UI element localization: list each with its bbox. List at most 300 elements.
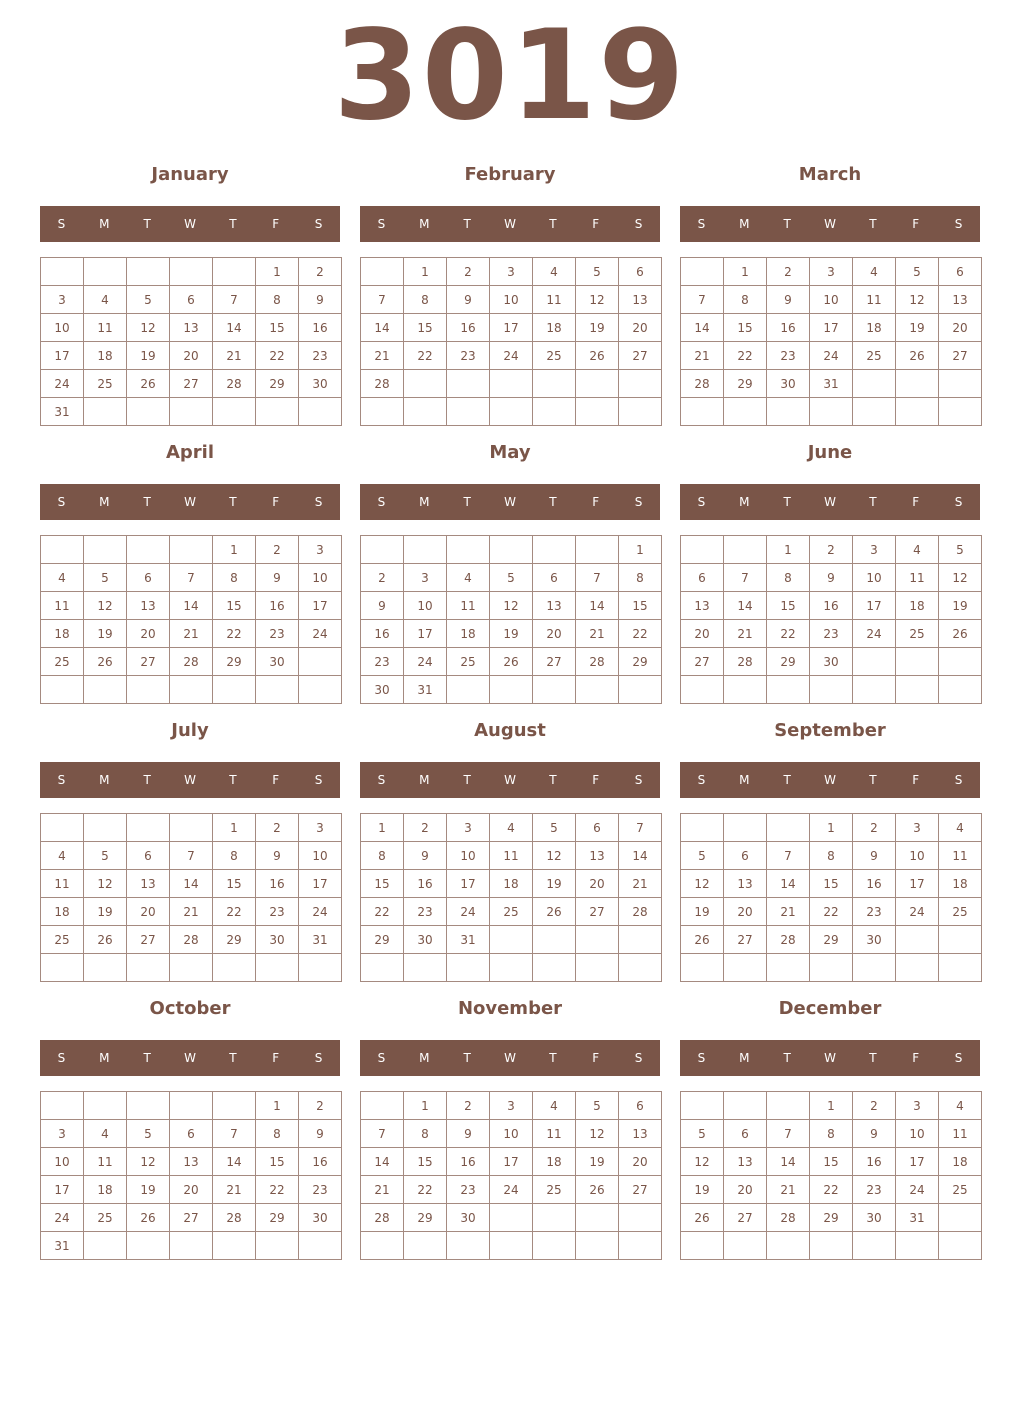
month-name: December <box>778 998 882 1019</box>
day-cell: 9 <box>853 842 896 870</box>
day-cell: 22 <box>361 898 404 926</box>
week-row <box>361 592 662 620</box>
day-cell: 28 <box>213 370 256 398</box>
day-cell: 28 <box>361 1204 404 1232</box>
day-cell: 19 <box>576 1148 619 1176</box>
day-cell <box>939 1232 982 1260</box>
day-cell: 15 <box>767 592 810 620</box>
weekday-label: M <box>419 773 430 787</box>
day-cell: 5 <box>127 1120 170 1148</box>
day-cell: 9 <box>767 286 810 314</box>
day-cell <box>490 536 533 564</box>
day-cell: 8 <box>619 564 662 592</box>
day-cell: 24 <box>896 1176 939 1204</box>
day-cell: 26 <box>84 926 127 954</box>
day-cell: 25 <box>939 898 982 926</box>
day-cell: 15 <box>213 592 256 620</box>
day-cell: 19 <box>84 898 127 926</box>
week-row <box>681 1092 982 1120</box>
day-cell: 17 <box>853 592 896 620</box>
day-cell: 16 <box>853 1148 896 1176</box>
week-row <box>41 592 342 620</box>
day-cell: 3 <box>404 564 447 592</box>
day-cell: 11 <box>490 842 533 870</box>
day-cell <box>170 676 213 704</box>
day-cell: 3 <box>853 536 896 564</box>
day-cell: 31 <box>299 926 342 954</box>
weekday-label: S <box>634 1051 643 1065</box>
weekday-label: T <box>549 217 557 231</box>
week-row <box>41 1120 342 1148</box>
day-cell: 30 <box>299 370 342 398</box>
day-cell: 19 <box>681 1176 724 1204</box>
week-row <box>681 648 982 676</box>
week-row <box>361 1092 662 1120</box>
weekday-label: F <box>912 1051 920 1065</box>
day-cell: 25 <box>447 648 490 676</box>
day-cell <box>853 648 896 676</box>
week-row <box>361 898 662 926</box>
day-cell: 6 <box>170 286 213 314</box>
day-cell: 30 <box>853 926 896 954</box>
day-cell: 2 <box>299 1092 342 1120</box>
day-cell: 26 <box>490 648 533 676</box>
day-cell: 14 <box>681 314 724 342</box>
day-cell: 1 <box>213 814 256 842</box>
day-cell: 22 <box>767 620 810 648</box>
day-cell <box>41 814 84 842</box>
weekday-label: T <box>463 773 471 787</box>
day-cell: 23 <box>299 1176 342 1204</box>
week-row <box>361 258 662 286</box>
week-row <box>681 398 982 426</box>
week-row <box>41 898 342 926</box>
weekday-label: T <box>229 217 237 231</box>
day-cell: 30 <box>404 926 447 954</box>
day-cell: 9 <box>447 286 490 314</box>
weekday-label: W <box>184 1051 196 1065</box>
week-row <box>681 258 982 286</box>
day-cell: 12 <box>490 592 533 620</box>
weekday-header <box>360 206 660 242</box>
day-cell <box>41 676 84 704</box>
day-cell <box>576 398 619 426</box>
day-grid <box>360 1091 662 1260</box>
week-row <box>41 258 342 286</box>
day-cell: 31 <box>41 398 84 426</box>
day-cell: 23 <box>767 342 810 370</box>
weekday-label: S <box>697 217 706 231</box>
day-cell: 17 <box>404 620 447 648</box>
weekday-label: S <box>314 1051 323 1065</box>
weekday-label: M <box>99 1051 110 1065</box>
day-cell: 13 <box>576 842 619 870</box>
day-cell: 7 <box>213 286 256 314</box>
day-cell: 22 <box>404 1176 447 1204</box>
week-row <box>361 286 662 314</box>
week-row <box>41 676 342 704</box>
day-cell: 10 <box>490 286 533 314</box>
day-cell: 13 <box>619 1120 662 1148</box>
day-cell: 24 <box>447 898 490 926</box>
day-cell <box>361 1232 404 1260</box>
day-cell: 11 <box>41 592 84 620</box>
day-cell: 7 <box>767 1120 810 1148</box>
day-cell: 8 <box>256 286 299 314</box>
day-cell: 13 <box>619 286 662 314</box>
day-cell: 31 <box>896 1204 939 1232</box>
day-cell: 18 <box>490 870 533 898</box>
weekday-label: S <box>57 495 66 509</box>
day-cell: 31 <box>404 676 447 704</box>
week-row <box>681 1148 982 1176</box>
day-grid <box>40 1091 342 1260</box>
day-cell: 4 <box>84 286 127 314</box>
day-cell <box>447 1232 490 1260</box>
day-cell: 2 <box>256 814 299 842</box>
day-cell: 16 <box>256 592 299 620</box>
weekday-label: F <box>272 773 280 787</box>
day-cell: 17 <box>810 314 853 342</box>
day-cell: 8 <box>213 564 256 592</box>
day-cell: 1 <box>256 1092 299 1120</box>
day-cell <box>939 926 982 954</box>
day-cell: 24 <box>41 1204 84 1232</box>
day-cell <box>724 954 767 982</box>
week-row <box>681 564 982 592</box>
day-cell: 29 <box>256 1204 299 1232</box>
day-cell <box>724 1232 767 1260</box>
week-row <box>361 1176 662 1204</box>
day-cell: 19 <box>939 592 982 620</box>
day-cell: 17 <box>490 314 533 342</box>
day-cell: 20 <box>127 620 170 648</box>
day-cell <box>213 398 256 426</box>
weekday-header <box>40 206 340 242</box>
weekday-header <box>680 762 980 798</box>
day-cell: 17 <box>896 1148 939 1176</box>
day-cell: 30 <box>853 1204 896 1232</box>
day-cell: 16 <box>767 314 810 342</box>
day-cell: 12 <box>939 564 982 592</box>
day-cell <box>361 954 404 982</box>
weekday-label: T <box>783 217 791 231</box>
day-cell <box>490 1232 533 1260</box>
day-cell: 1 <box>213 536 256 564</box>
day-cell: 9 <box>447 1120 490 1148</box>
day-cell <box>404 370 447 398</box>
day-cell: 26 <box>127 1204 170 1232</box>
week-row <box>361 1148 662 1176</box>
day-cell: 2 <box>404 814 447 842</box>
day-cell: 3 <box>299 536 342 564</box>
day-cell <box>170 536 213 564</box>
day-cell: 26 <box>533 898 576 926</box>
weekday-label: M <box>99 217 110 231</box>
day-cell: 23 <box>256 620 299 648</box>
day-cell: 6 <box>724 1120 767 1148</box>
day-cell: 10 <box>853 564 896 592</box>
day-cell: 27 <box>170 1204 213 1232</box>
day-grid <box>40 535 342 704</box>
day-grid <box>40 813 342 982</box>
day-cell <box>127 258 170 286</box>
week-row <box>681 370 982 398</box>
week-row <box>681 926 982 954</box>
week-row <box>681 676 982 704</box>
day-cell: 11 <box>939 842 982 870</box>
day-cell: 29 <box>810 926 853 954</box>
day-cell: 4 <box>939 1092 982 1120</box>
day-cell <box>84 398 127 426</box>
day-cell: 3 <box>810 258 853 286</box>
day-cell: 14 <box>767 1148 810 1176</box>
day-cell: 29 <box>810 1204 853 1232</box>
day-cell: 14 <box>170 592 213 620</box>
day-cell: 19 <box>127 1176 170 1204</box>
weekday-label: T <box>143 1051 151 1065</box>
day-cell <box>939 648 982 676</box>
week-row <box>361 954 662 982</box>
weekday-label: S <box>57 217 66 231</box>
day-cell: 20 <box>619 1148 662 1176</box>
day-cell: 18 <box>84 342 127 370</box>
weekday-label: F <box>592 773 600 787</box>
week-row <box>361 1232 662 1260</box>
day-cell: 18 <box>853 314 896 342</box>
day-cell <box>619 1232 662 1260</box>
day-grid <box>680 1091 982 1260</box>
weekday-label: F <box>912 495 920 509</box>
day-cell: 23 <box>256 898 299 926</box>
day-cell: 28 <box>576 648 619 676</box>
day-cell: 8 <box>810 1120 853 1148</box>
day-cell <box>447 676 490 704</box>
day-cell: 27 <box>619 1176 662 1204</box>
weekday-label: T <box>783 1051 791 1065</box>
day-cell: 17 <box>490 1148 533 1176</box>
day-cell: 16 <box>447 314 490 342</box>
weekday-label: F <box>912 773 920 787</box>
day-cell <box>681 536 724 564</box>
day-cell <box>127 1232 170 1260</box>
day-cell <box>853 370 896 398</box>
day-cell: 1 <box>810 1092 853 1120</box>
weekday-label: S <box>634 773 643 787</box>
day-cell: 21 <box>681 342 724 370</box>
day-cell: 13 <box>939 286 982 314</box>
weekday-label: S <box>314 773 323 787</box>
weekday-label: M <box>419 495 430 509</box>
month-december <box>680 994 980 1264</box>
week-row <box>681 620 982 648</box>
weekday-label: W <box>824 773 836 787</box>
day-cell: 3 <box>490 1092 533 1120</box>
day-cell: 14 <box>724 592 767 620</box>
day-cell <box>576 676 619 704</box>
day-cell <box>213 258 256 286</box>
day-cell: 9 <box>256 564 299 592</box>
day-cell: 19 <box>896 314 939 342</box>
day-cell: 10 <box>896 1120 939 1148</box>
month-may <box>360 438 660 708</box>
day-cell: 21 <box>576 620 619 648</box>
day-cell: 29 <box>724 370 767 398</box>
week-row <box>361 676 662 704</box>
day-cell <box>299 1232 342 1260</box>
day-cell: 14 <box>361 314 404 342</box>
day-cell: 12 <box>84 592 127 620</box>
day-cell: 25 <box>84 1204 127 1232</box>
day-cell: 28 <box>170 648 213 676</box>
day-cell: 23 <box>853 1176 896 1204</box>
day-cell <box>361 398 404 426</box>
weekday-label: T <box>869 217 877 231</box>
day-cell: 23 <box>447 1176 490 1204</box>
day-cell: 6 <box>533 564 576 592</box>
day-cell: 12 <box>84 870 127 898</box>
day-cell: 12 <box>681 1148 724 1176</box>
weekday-header <box>360 762 660 798</box>
day-cell <box>404 954 447 982</box>
day-cell: 1 <box>404 1092 447 1120</box>
week-row <box>41 1204 342 1232</box>
week-row <box>361 342 662 370</box>
day-cell <box>490 676 533 704</box>
day-cell <box>170 258 213 286</box>
day-cell: 25 <box>84 370 127 398</box>
weekday-label: S <box>377 773 386 787</box>
month-name: March <box>798 164 862 185</box>
month-name: October <box>149 998 231 1019</box>
week-row <box>41 1092 342 1120</box>
day-cell <box>533 676 576 704</box>
day-cell: 10 <box>896 842 939 870</box>
week-row <box>681 814 982 842</box>
day-cell <box>767 398 810 426</box>
day-cell: 18 <box>533 314 576 342</box>
weekday-label: M <box>99 773 110 787</box>
day-cell <box>619 398 662 426</box>
day-cell: 28 <box>767 926 810 954</box>
day-cell: 2 <box>767 258 810 286</box>
day-cell <box>127 536 170 564</box>
day-cell: 17 <box>41 1176 84 1204</box>
day-cell <box>41 954 84 982</box>
day-cell: 3 <box>447 814 490 842</box>
day-cell <box>681 1232 724 1260</box>
day-cell: 21 <box>213 342 256 370</box>
day-cell: 23 <box>810 620 853 648</box>
day-cell: 6 <box>127 564 170 592</box>
day-cell: 25 <box>853 342 896 370</box>
day-cell: 21 <box>767 898 810 926</box>
day-cell: 7 <box>361 286 404 314</box>
day-cell <box>896 648 939 676</box>
day-cell: 22 <box>256 342 299 370</box>
month-name: May <box>489 442 531 463</box>
day-cell: 11 <box>533 286 576 314</box>
day-cell: 4 <box>533 258 576 286</box>
week-row <box>41 370 342 398</box>
day-cell: 23 <box>361 648 404 676</box>
day-cell: 20 <box>724 1176 767 1204</box>
weekday-label: F <box>272 495 280 509</box>
day-cell <box>447 370 490 398</box>
day-cell: 11 <box>896 564 939 592</box>
week-row <box>681 842 982 870</box>
day-cell <box>724 398 767 426</box>
day-cell <box>170 1092 213 1120</box>
week-row <box>681 314 982 342</box>
month-june <box>680 438 980 708</box>
weekday-label: T <box>229 495 237 509</box>
weekday-label: F <box>272 217 280 231</box>
day-cell <box>576 370 619 398</box>
day-cell <box>533 1204 576 1232</box>
day-cell: 15 <box>404 314 447 342</box>
day-cell: 23 <box>853 898 896 926</box>
day-cell <box>724 1092 767 1120</box>
day-cell: 29 <box>213 926 256 954</box>
weekday-label: F <box>592 495 600 509</box>
day-cell: 21 <box>724 620 767 648</box>
week-row <box>41 648 342 676</box>
month-name: July <box>171 720 209 741</box>
month-name: September <box>774 720 886 741</box>
day-cell: 6 <box>681 564 724 592</box>
day-cell <box>576 1204 619 1232</box>
week-row <box>41 564 342 592</box>
day-cell <box>810 676 853 704</box>
day-cell <box>361 536 404 564</box>
weekday-label: T <box>143 217 151 231</box>
day-cell <box>84 814 127 842</box>
month-february <box>360 160 660 430</box>
day-cell: 27 <box>724 926 767 954</box>
day-cell: 8 <box>724 286 767 314</box>
weekday-label: M <box>739 773 750 787</box>
day-cell: 25 <box>896 620 939 648</box>
day-cell: 19 <box>576 314 619 342</box>
weekday-label: T <box>783 773 791 787</box>
weekday-label: S <box>377 495 386 509</box>
day-cell: 27 <box>681 648 724 676</box>
day-cell: 17 <box>896 870 939 898</box>
day-cell: 29 <box>404 1204 447 1232</box>
day-cell <box>256 676 299 704</box>
weekday-label: S <box>314 495 323 509</box>
weekday-label: S <box>954 1051 963 1065</box>
month-april <box>40 438 340 708</box>
week-row <box>681 1232 982 1260</box>
day-grid <box>680 813 982 982</box>
day-cell <box>681 676 724 704</box>
day-cell <box>361 1092 404 1120</box>
day-cell: 4 <box>939 814 982 842</box>
day-cell: 16 <box>299 314 342 342</box>
day-cell: 6 <box>724 842 767 870</box>
day-cell: 11 <box>939 1120 982 1148</box>
weekday-label: S <box>57 773 66 787</box>
weekday-label: S <box>634 217 643 231</box>
day-cell: 21 <box>170 898 213 926</box>
day-cell: 7 <box>767 842 810 870</box>
weekday-label: S <box>697 1051 706 1065</box>
day-cell: 19 <box>127 342 170 370</box>
weekday-label: S <box>314 217 323 231</box>
day-cell <box>681 398 724 426</box>
